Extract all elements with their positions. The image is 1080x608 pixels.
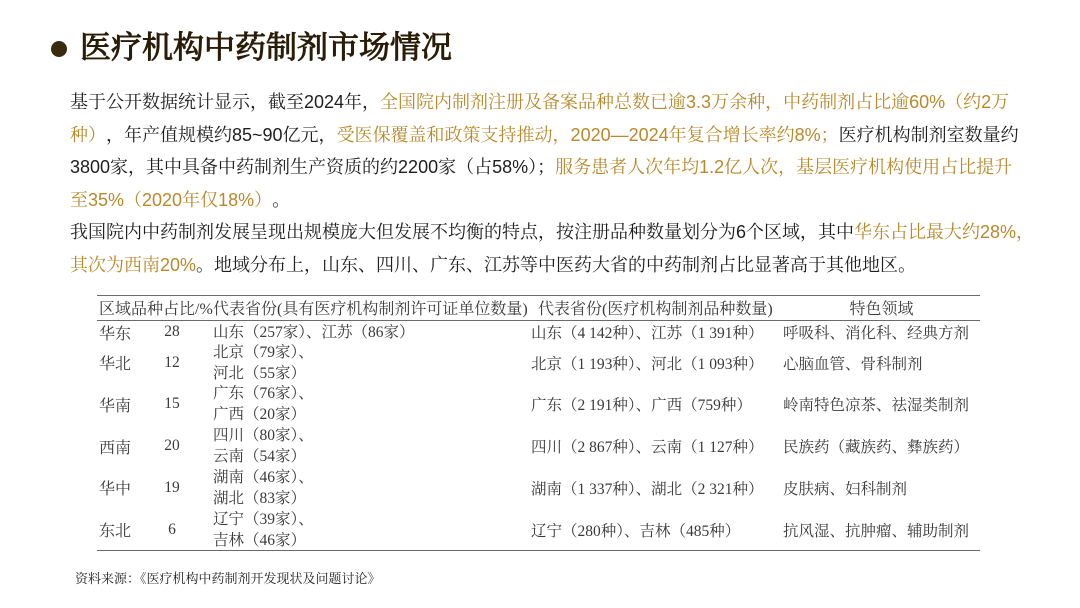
table-row <box>97 467 980 509</box>
specialty-cell: 抗风湿、抗肿瘤、辅助制剂 <box>783 522 970 540</box>
paragraph-line <box>70 184 1060 217</box>
table-header-row <box>97 296 980 321</box>
licensed-units-line: 四川（80家）、 <box>213 427 314 445</box>
body-text <box>70 86 1060 282</box>
specialty-cell: 岭南特色凉茶、祛湿类制剂 <box>783 397 970 415</box>
paragraph-line <box>70 86 1060 119</box>
variety-count-cell: 四川（2 867种）、云南（1 127种） <box>531 439 764 457</box>
licensed-units-cell <box>213 467 531 509</box>
source-note: 资料来源：《医疗机构中药制剂开发现状及问题讨论》 <box>75 571 381 586</box>
paragraph-market-overview <box>70 86 1060 216</box>
licensed-units-line: 河北（55家） <box>213 364 307 382</box>
share-cell: 28 <box>164 323 180 340</box>
licensed-units-line: 云南（54家） <box>213 448 307 466</box>
body-text-segment: 基于公开数据统计显示，截至2024年， <box>70 92 381 112</box>
licensed-units-line: 辽宁（39家）、 <box>213 510 314 528</box>
licensed-units-cell <box>213 509 531 551</box>
variety-count-cell: 山东（4 142种）、江苏（1 391种） <box>531 325 764 342</box>
specialty-cell: 皮肤病、妇科制剂 <box>783 480 908 498</box>
highlighted-text-segment: 服务患者人次年均1.2亿人次，基层医疗机构使用占比提升 <box>555 157 1013 178</box>
share-cell: 12 <box>164 353 180 371</box>
highlighted-text-segment: 种） <box>70 124 106 145</box>
licensed-units-cell <box>213 425 531 467</box>
variety-count-cell: 北京（1 193种）、河北（1 093种） <box>531 355 764 373</box>
body-text-segment: 3800家，其中具备中药制剂生产资质的约2200家（占58%）； <box>70 157 556 178</box>
share-cell: 6 <box>168 520 176 538</box>
table-row <box>97 383 980 425</box>
body-text-segment: 医疗机构制剂室数量约 <box>838 124 1019 145</box>
licensed-units-cell <box>213 321 531 344</box>
specialty-cell: 心脑血管、骨科制剂 <box>783 355 923 373</box>
body-text-segment: 。 <box>272 189 291 210</box>
region-cell: 西南 <box>99 439 132 457</box>
body-text-segment: ，年产值规模约85~90亿元， <box>106 124 337 145</box>
header-specialty: 特色领域 <box>849 301 914 319</box>
variety-count-cell: 广东（2 191种）、广西（759种） <box>531 397 752 415</box>
licensed-units-line: 广西（20家） <box>213 406 307 424</box>
title-bullet-icon <box>51 41 67 57</box>
body-text-segment: 我国院内中药制剂发展呈现出规模庞大但发展不均衡的特点，按注册品种数量划分为6个区域，其中 <box>70 222 855 243</box>
table-row <box>97 509 980 551</box>
share-cell: 20 <box>164 437 180 455</box>
variety-count-cell: 辽宁（280种）、吉林（485种） <box>531 522 741 540</box>
region-cell: 华中 <box>99 481 132 499</box>
paragraph-line <box>70 119 1060 152</box>
table-row <box>97 425 980 467</box>
licensed-units-cell <box>213 342 531 384</box>
share-cell: 15 <box>164 395 180 413</box>
body-text-segment: 。地域分布上，山东、四川、广东、江苏等中医药大省的中药制剂占比显著高于其他地区。 <box>196 254 917 275</box>
licensed-units-line: 湖南（46家）、 <box>213 468 314 486</box>
specialty-cell: 民族药（藏族药、彝族药） <box>783 439 970 457</box>
licensed-units-line: 广东（76家）、 <box>213 385 314 403</box>
header-variety-count: 代表省份(医疗机构制剂品种数量) <box>538 301 773 319</box>
specialty-cell: 呼吸科、消化科、经典方剂 <box>783 325 970 342</box>
header-licensed-units: 代表省份(具有医疗机构制剂许可证单位数量) <box>213 301 528 319</box>
variety-count-cell: 湖南（1 337种）、湖北（2 321种） <box>531 480 764 498</box>
header-region: 区域 <box>99 301 132 319</box>
licensed-units-line: 吉林（46家） <box>213 531 307 549</box>
highlighted-text-segment: 华东占比最大约28%， <box>854 222 1035 243</box>
paragraph-line <box>70 151 1060 184</box>
highlighted-text-segment: 受医保覆盖和政策支持推动，2020—2024年复合增长率约8%； <box>336 124 839 145</box>
region-cell: 华南 <box>99 397 132 415</box>
region-cell: 东北 <box>99 523 132 541</box>
share-cell: 19 <box>164 478 180 496</box>
region-cell: 华东 <box>99 325 132 343</box>
header-share: 品种占比/% <box>131 301 213 319</box>
highlighted-text-segment: 至35%（2020年仅18%） <box>70 189 273 210</box>
paragraph-line <box>70 216 1060 249</box>
paragraph-line <box>70 249 1060 282</box>
table-row <box>97 321 980 342</box>
highlighted-text-segment: 其次为西南20% <box>70 254 197 275</box>
slide-title: 医疗机构中药制剂市场情况 <box>80 30 452 65</box>
licensed-units-line: 山东（257家）、江苏（86家） <box>213 323 415 341</box>
table-row <box>97 342 980 384</box>
region-cell: 华北 <box>99 356 132 373</box>
licensed-units-line: 北京（79家）、 <box>213 343 314 361</box>
highlighted-text-segment: 全国院内制剂注册及备案品种总数已逾3.3万余种，中药制剂占比逾60%（约2万 <box>380 92 1010 112</box>
paragraph-regional-distribution <box>70 216 1060 281</box>
licensed-units-cell <box>213 383 531 425</box>
licensed-units-line: 湖北（83家） <box>213 489 307 507</box>
regional-distribution-table <box>97 295 980 551</box>
